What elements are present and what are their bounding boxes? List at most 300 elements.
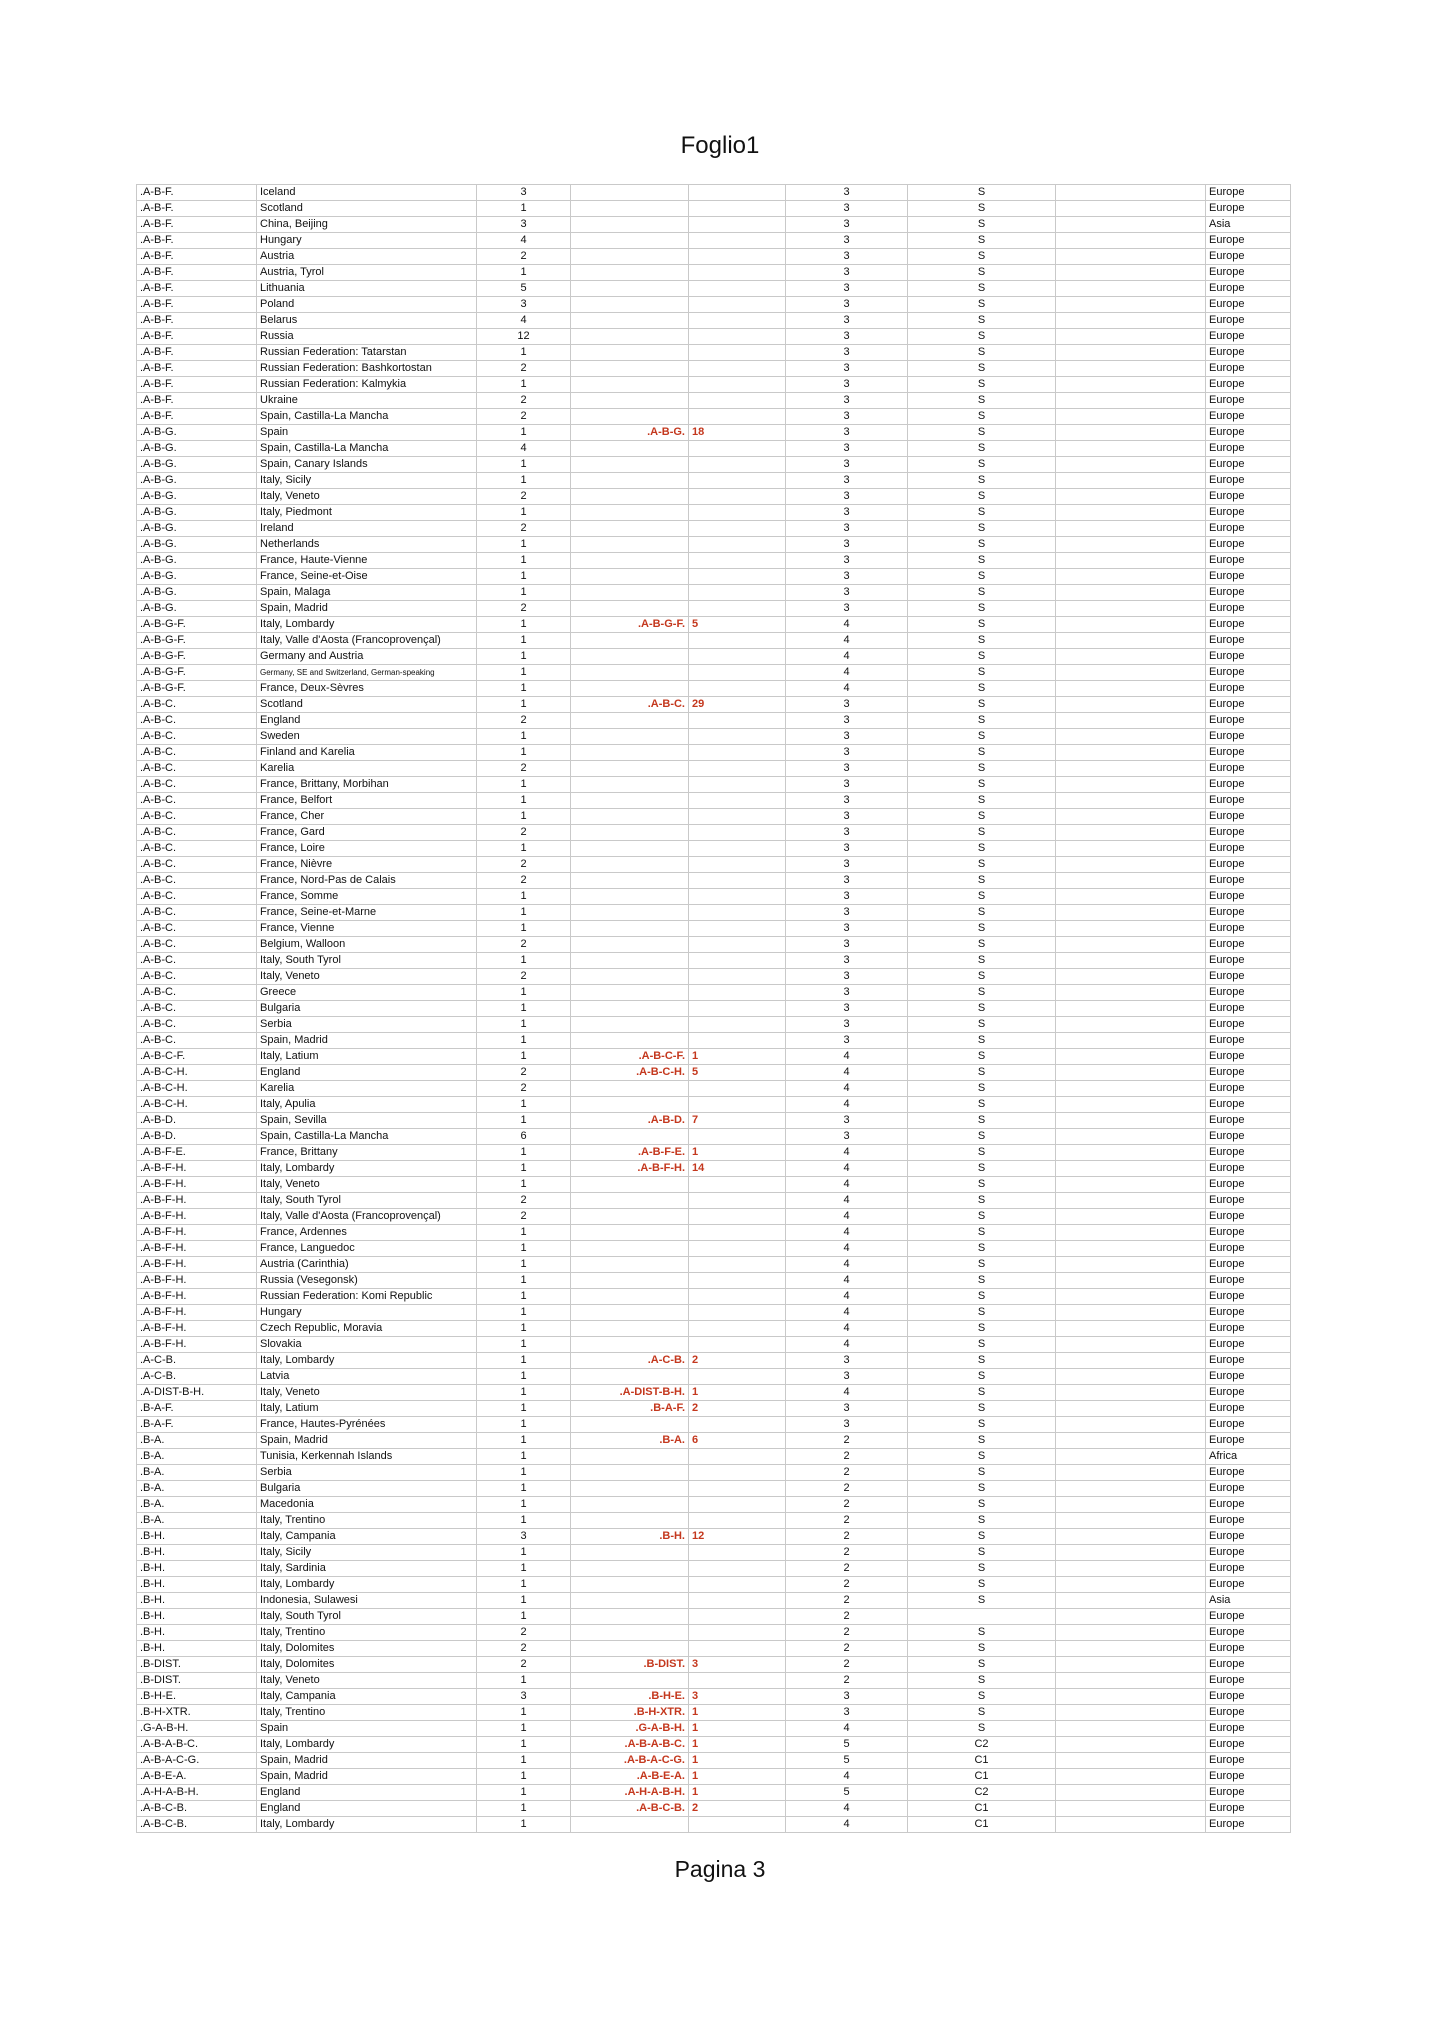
region-cell[interactable]: Europe (1206, 201, 1291, 217)
group-total-cell[interactable] (689, 1369, 786, 1385)
count-cell[interactable]: 1 (477, 1257, 571, 1273)
region-cell[interactable]: Asia (1206, 217, 1291, 233)
group-total-cell[interactable] (689, 201, 786, 217)
group-label-cell[interactable] (571, 729, 689, 745)
count-cell[interactable]: 1 (477, 1369, 571, 1385)
class-cell[interactable]: S (908, 1657, 1056, 1673)
code-cell[interactable]: .B-A-F. (137, 1401, 257, 1417)
region-cell[interactable]: Europe (1206, 585, 1291, 601)
code-cell[interactable]: .G-A-B-H. (137, 1721, 257, 1737)
class-cell[interactable]: S (908, 345, 1056, 361)
count-cell[interactable]: 1 (477, 777, 571, 793)
empty-cell[interactable] (1056, 1369, 1206, 1385)
place-cell[interactable]: France, Deux-Sèvres (257, 681, 477, 697)
code-cell[interactable]: .A-B-A-B-C. (137, 1737, 257, 1753)
region-cell[interactable]: Europe (1206, 377, 1291, 393)
group-label-cell[interactable] (571, 713, 689, 729)
class-cell[interactable]: S (908, 713, 1056, 729)
code-cell[interactable]: .A-B-F. (137, 185, 257, 201)
class-cell[interactable]: S (908, 633, 1056, 649)
group-label-cell[interactable] (571, 681, 689, 697)
place-cell[interactable]: Russian Federation: Bashkortostan (257, 361, 477, 377)
group-label-cell[interactable]: .A-B-E-A. (571, 1769, 689, 1785)
class-cell[interactable]: S (908, 809, 1056, 825)
group-total-cell[interactable] (689, 1593, 786, 1609)
empty-cell[interactable] (1056, 729, 1206, 745)
group-total-cell[interactable]: 6 (689, 1433, 786, 1449)
group-label-cell[interactable] (571, 1577, 689, 1593)
code-cell[interactable]: .A-B-G. (137, 521, 257, 537)
group-total-cell[interactable]: 18 (689, 425, 786, 441)
level-cell[interactable]: 3 (786, 233, 908, 249)
group-label-cell[interactable] (571, 1593, 689, 1609)
level-cell[interactable]: 2 (786, 1609, 908, 1625)
code-cell[interactable]: .B-A-F. (137, 1417, 257, 1433)
empty-cell[interactable] (1056, 537, 1206, 553)
class-cell[interactable]: S (908, 329, 1056, 345)
group-total-cell[interactable] (689, 1273, 786, 1289)
place-cell[interactable]: Spain, Madrid (257, 1033, 477, 1049)
group-total-cell[interactable] (689, 681, 786, 697)
group-total-cell[interactable] (689, 857, 786, 873)
group-label-cell[interactable] (571, 1673, 689, 1689)
count-cell[interactable]: 1 (477, 1545, 571, 1561)
level-cell[interactable]: 3 (786, 329, 908, 345)
place-cell[interactable]: Italy, Lombardy (257, 1353, 477, 1369)
code-cell[interactable]: .A-B-F-H. (137, 1225, 257, 1241)
region-cell[interactable]: Europe (1206, 1817, 1291, 1833)
region-cell[interactable]: Europe (1206, 233, 1291, 249)
group-total-cell[interactable]: 1 (689, 1721, 786, 1737)
group-label-cell[interactable] (571, 889, 689, 905)
level-cell[interactable]: 3 (786, 521, 908, 537)
code-cell[interactable]: .A-DIST-B-H. (137, 1385, 257, 1401)
code-cell[interactable]: .B-H. (137, 1641, 257, 1657)
group-total-cell[interactable] (689, 825, 786, 841)
place-cell[interactable]: Spain, Madrid (257, 601, 477, 617)
class-cell[interactable]: S (908, 393, 1056, 409)
group-label-cell[interactable]: .A-DIST-B-H. (571, 1385, 689, 1401)
region-cell[interactable]: Europe (1206, 1305, 1291, 1321)
class-cell[interactable]: S (908, 745, 1056, 761)
group-label-cell[interactable] (571, 521, 689, 537)
class-cell[interactable]: S (908, 1337, 1056, 1353)
group-label-cell[interactable] (571, 1225, 689, 1241)
empty-cell[interactable] (1056, 745, 1206, 761)
class-cell[interactable]: S (908, 1193, 1056, 1209)
region-cell[interactable]: Europe (1206, 873, 1291, 889)
group-total-cell[interactable]: 1 (689, 1769, 786, 1785)
group-total-cell[interactable] (689, 281, 786, 297)
count-cell[interactable]: 1 (477, 745, 571, 761)
class-cell[interactable]: S (908, 1673, 1056, 1689)
level-cell[interactable]: 3 (786, 281, 908, 297)
code-cell[interactable]: .A-B-G-F. (137, 633, 257, 649)
level-cell[interactable]: 4 (786, 681, 908, 697)
empty-cell[interactable] (1056, 1017, 1206, 1033)
place-cell[interactable]: Spain, Canary Islands (257, 457, 477, 473)
code-cell[interactable]: .A-B-F-H. (137, 1193, 257, 1209)
group-label-cell[interactable] (571, 873, 689, 889)
level-cell[interactable]: 3 (786, 809, 908, 825)
count-cell[interactable]: 5 (477, 281, 571, 297)
group-label-cell[interactable] (571, 809, 689, 825)
region-cell[interactable]: Europe (1206, 1225, 1291, 1241)
level-cell[interactable]: 3 (786, 249, 908, 265)
region-cell[interactable]: Europe (1206, 969, 1291, 985)
region-cell[interactable]: Europe (1206, 825, 1291, 841)
count-cell[interactable]: 1 (477, 905, 571, 921)
class-cell[interactable]: S (908, 665, 1056, 681)
level-cell[interactable]: 3 (786, 201, 908, 217)
group-total-cell[interactable]: 29 (689, 697, 786, 713)
group-label-cell[interactable] (571, 1017, 689, 1033)
count-cell[interactable]: 1 (477, 1737, 571, 1753)
class-cell[interactable]: C1 (908, 1817, 1056, 1833)
count-cell[interactable]: 1 (477, 1801, 571, 1817)
group-label-cell[interactable] (571, 1209, 689, 1225)
level-cell[interactable]: 2 (786, 1641, 908, 1657)
class-cell[interactable]: S (908, 841, 1056, 857)
code-cell[interactable]: .A-B-C. (137, 713, 257, 729)
level-cell[interactable]: 4 (786, 1769, 908, 1785)
place-cell[interactable]: Russia (Vesegonsk) (257, 1273, 477, 1289)
level-cell[interactable]: 4 (786, 1065, 908, 1081)
group-total-cell[interactable] (689, 633, 786, 649)
level-cell[interactable]: 4 (786, 1305, 908, 1321)
group-total-cell[interactable] (689, 985, 786, 1001)
place-cell[interactable]: Belarus (257, 313, 477, 329)
level-cell[interactable]: 5 (786, 1753, 908, 1769)
empty-cell[interactable] (1056, 1049, 1206, 1065)
count-cell[interactable]: 1 (477, 201, 571, 217)
region-cell[interactable]: Europe (1206, 1801, 1291, 1817)
code-cell[interactable]: .A-B-C. (137, 1001, 257, 1017)
empty-cell[interactable] (1056, 1209, 1206, 1225)
class-cell[interactable]: S (908, 233, 1056, 249)
group-label-cell[interactable] (571, 649, 689, 665)
class-cell[interactable]: S (908, 681, 1056, 697)
code-cell[interactable]: .B-A. (137, 1433, 257, 1449)
level-cell[interactable]: 2 (786, 1545, 908, 1561)
place-cell[interactable]: Italy, Valle d'Aosta (Francoprovençal) (257, 633, 477, 649)
group-total-cell[interactable] (689, 393, 786, 409)
empty-cell[interactable] (1056, 1113, 1206, 1129)
group-label-cell[interactable]: .B-H. (571, 1529, 689, 1545)
code-cell[interactable]: .A-B-C. (137, 905, 257, 921)
code-cell[interactable]: .A-B-G. (137, 425, 257, 441)
level-cell[interactable]: 3 (786, 537, 908, 553)
group-total-cell[interactable] (689, 521, 786, 537)
code-cell[interactable]: .A-B-C-F. (137, 1049, 257, 1065)
region-cell[interactable]: Europe (1206, 265, 1291, 281)
code-cell[interactable]: .A-B-C. (137, 953, 257, 969)
count-cell[interactable]: 1 (477, 729, 571, 745)
region-cell[interactable]: Europe (1206, 1481, 1291, 1497)
code-cell[interactable]: .A-B-G. (137, 569, 257, 585)
group-total-cell[interactable] (689, 441, 786, 457)
count-cell[interactable]: 1 (477, 1673, 571, 1689)
count-cell[interactable]: 1 (477, 1305, 571, 1321)
group-total-cell[interactable]: 2 (689, 1353, 786, 1369)
group-total-cell[interactable] (689, 361, 786, 377)
group-label-cell[interactable] (571, 601, 689, 617)
region-cell[interactable]: Europe (1206, 617, 1291, 633)
group-label-cell[interactable] (571, 1001, 689, 1017)
region-cell[interactable]: Europe (1206, 1113, 1291, 1129)
place-cell[interactable]: Italy, Latium (257, 1401, 477, 1417)
level-cell[interactable]: 3 (786, 921, 908, 937)
place-cell[interactable]: Austria (Carinthia) (257, 1257, 477, 1273)
group-total-cell[interactable] (689, 1257, 786, 1273)
place-cell[interactable]: France, Seine-et-Marne (257, 905, 477, 921)
level-cell[interactable]: 2 (786, 1673, 908, 1689)
place-cell[interactable]: Italy, Sardinia (257, 1561, 477, 1577)
code-cell[interactable]: .A-B-D. (137, 1113, 257, 1129)
group-total-cell[interactable] (689, 1577, 786, 1593)
class-cell[interactable]: S (908, 537, 1056, 553)
code-cell[interactable]: .A-B-F. (137, 233, 257, 249)
count-cell[interactable]: 2 (477, 1641, 571, 1657)
group-total-cell[interactable] (689, 1449, 786, 1465)
group-label-cell[interactable] (571, 201, 689, 217)
empty-cell[interactable] (1056, 1481, 1206, 1497)
class-cell[interactable]: S (908, 1225, 1056, 1241)
empty-cell[interactable] (1056, 505, 1206, 521)
code-cell[interactable]: .B-A. (137, 1513, 257, 1529)
region-cell[interactable]: Europe (1206, 249, 1291, 265)
class-cell[interactable]: S (908, 441, 1056, 457)
level-cell[interactable]: 3 (786, 553, 908, 569)
group-total-cell[interactable] (689, 313, 786, 329)
count-cell[interactable]: 1 (477, 1097, 571, 1113)
group-total-cell[interactable] (689, 249, 786, 265)
code-cell[interactable]: .B-A. (137, 1497, 257, 1513)
level-cell[interactable]: 4 (786, 1209, 908, 1225)
place-cell[interactable]: Italy, Lombardy (257, 617, 477, 633)
place-cell[interactable]: Karelia (257, 1081, 477, 1097)
group-total-cell[interactable] (689, 1321, 786, 1337)
class-cell[interactable]: S (908, 265, 1056, 281)
place-cell[interactable]: Italy, Sicily (257, 1545, 477, 1561)
count-cell[interactable]: 1 (477, 1433, 571, 1449)
class-cell[interactable]: S (908, 281, 1056, 297)
empty-cell[interactable] (1056, 1689, 1206, 1705)
code-cell[interactable]: .B-A. (137, 1481, 257, 1497)
count-cell[interactable]: 4 (477, 313, 571, 329)
count-cell[interactable]: 2 (477, 1657, 571, 1673)
count-cell[interactable]: 1 (477, 425, 571, 441)
region-cell[interactable]: Europe (1206, 1321, 1291, 1337)
empty-cell[interactable] (1056, 281, 1206, 297)
place-cell[interactable]: Spain, Castilla-La Mancha (257, 441, 477, 457)
place-cell[interactable]: Macedonia (257, 1497, 477, 1513)
group-total-cell[interactable] (689, 793, 786, 809)
code-cell[interactable]: .A-B-F-H. (137, 1273, 257, 1289)
empty-cell[interactable] (1056, 409, 1206, 425)
code-cell[interactable]: .B-H. (137, 1593, 257, 1609)
place-cell[interactable]: Spain, Madrid (257, 1433, 477, 1449)
code-cell[interactable]: .B-A. (137, 1465, 257, 1481)
group-label-cell[interactable] (571, 1641, 689, 1657)
count-cell[interactable]: 1 (477, 1161, 571, 1177)
place-cell[interactable]: Indonesia, Sulawesi (257, 1593, 477, 1609)
group-label-cell[interactable] (571, 1609, 689, 1625)
group-label-cell[interactable] (571, 377, 689, 393)
code-cell[interactable]: .A-B-F. (137, 313, 257, 329)
empty-cell[interactable] (1056, 393, 1206, 409)
code-cell[interactable]: .A-B-F-H. (137, 1305, 257, 1321)
class-cell[interactable]: S (908, 1369, 1056, 1385)
level-cell[interactable]: 3 (786, 297, 908, 313)
count-cell[interactable]: 1 (477, 1449, 571, 1465)
count-cell[interactable]: 1 (477, 793, 571, 809)
group-total-cell[interactable] (689, 1193, 786, 1209)
level-cell[interactable]: 4 (786, 1241, 908, 1257)
group-label-cell[interactable] (571, 1337, 689, 1353)
class-cell[interactable]: S (908, 361, 1056, 377)
group-label-cell[interactable] (571, 1081, 689, 1097)
class-cell[interactable]: S (908, 1721, 1056, 1737)
group-label-cell[interactable] (571, 457, 689, 473)
empty-cell[interactable] (1056, 1721, 1206, 1737)
code-cell[interactable]: .A-B-C. (137, 921, 257, 937)
count-cell[interactable]: 4 (477, 441, 571, 457)
code-cell[interactable]: .A-B-C. (137, 809, 257, 825)
count-cell[interactable]: 1 (477, 809, 571, 825)
place-cell[interactable]: Austria, Tyrol (257, 265, 477, 281)
place-cell[interactable]: China, Beijing (257, 217, 477, 233)
code-cell[interactable]: .A-B-C. (137, 937, 257, 953)
empty-cell[interactable] (1056, 1497, 1206, 1513)
empty-cell[interactable] (1056, 777, 1206, 793)
group-total-cell[interactable] (689, 1673, 786, 1689)
class-cell[interactable]: S (908, 1465, 1056, 1481)
count-cell[interactable]: 6 (477, 1129, 571, 1145)
group-label-cell[interactable] (571, 265, 689, 281)
class-cell[interactable]: S (908, 777, 1056, 793)
class-cell[interactable]: S (908, 1129, 1056, 1145)
group-total-cell[interactable] (689, 1177, 786, 1193)
group-total-cell[interactable] (689, 1129, 786, 1145)
code-cell[interactable]: .A-B-F-H. (137, 1241, 257, 1257)
group-label-cell[interactable] (571, 921, 689, 937)
class-cell[interactable]: S (908, 553, 1056, 569)
count-cell[interactable]: 1 (477, 1609, 571, 1625)
group-total-cell[interactable]: 1 (689, 1785, 786, 1801)
class-cell[interactable]: S (908, 1449, 1056, 1465)
level-cell[interactable]: 3 (786, 1353, 908, 1369)
empty-cell[interactable] (1056, 1513, 1206, 1529)
code-cell[interactable]: .B-DIST. (137, 1673, 257, 1689)
place-cell[interactable]: Italy, Lombardy (257, 1737, 477, 1753)
place-cell[interactable]: Italy, Campania (257, 1689, 477, 1705)
empty-cell[interactable] (1056, 1257, 1206, 1273)
level-cell[interactable]: 2 (786, 1657, 908, 1673)
code-cell[interactable]: .A-B-F-E. (137, 1145, 257, 1161)
level-cell[interactable]: 2 (786, 1513, 908, 1529)
class-cell[interactable]: S (908, 937, 1056, 953)
empty-cell[interactable] (1056, 569, 1206, 585)
count-cell[interactable]: 1 (477, 1481, 571, 1497)
level-cell[interactable]: 3 (786, 905, 908, 921)
group-label-cell[interactable] (571, 1561, 689, 1577)
group-label-cell[interactable] (571, 1289, 689, 1305)
count-cell[interactable]: 1 (477, 1561, 571, 1577)
count-cell[interactable]: 1 (477, 1577, 571, 1593)
code-cell[interactable]: .A-B-C. (137, 1017, 257, 1033)
empty-cell[interactable] (1056, 889, 1206, 905)
level-cell[interactable]: 3 (786, 489, 908, 505)
empty-cell[interactable] (1056, 313, 1206, 329)
place-cell[interactable]: Hungary (257, 1305, 477, 1321)
group-label-cell[interactable]: .A-B-A-B-C. (571, 1737, 689, 1753)
class-cell[interactable]: S (908, 457, 1056, 473)
count-cell[interactable]: 3 (477, 1529, 571, 1545)
code-cell[interactable]: .A-B-F-H. (137, 1257, 257, 1273)
level-cell[interactable]: 4 (786, 633, 908, 649)
group-total-cell[interactable] (689, 537, 786, 553)
region-cell[interactable]: Europe (1206, 1385, 1291, 1401)
level-cell[interactable]: 2 (786, 1561, 908, 1577)
level-cell[interactable]: 4 (786, 1273, 908, 1289)
code-cell[interactable]: .A-B-F. (137, 297, 257, 313)
count-cell[interactable]: 1 (477, 1001, 571, 1017)
empty-cell[interactable] (1056, 441, 1206, 457)
level-cell[interactable]: 3 (786, 1369, 908, 1385)
empty-cell[interactable] (1056, 345, 1206, 361)
group-total-cell[interactable] (689, 921, 786, 937)
count-cell[interactable]: 2 (477, 969, 571, 985)
region-cell[interactable]: Europe (1206, 1513, 1291, 1529)
count-cell[interactable]: 1 (477, 649, 571, 665)
empty-cell[interactable] (1056, 1193, 1206, 1209)
count-cell[interactable]: 1 (477, 1289, 571, 1305)
code-cell[interactable]: .A-C-B. (137, 1353, 257, 1369)
group-total-cell[interactable] (689, 377, 786, 393)
group-label-cell[interactable]: .B-DIST. (571, 1657, 689, 1673)
count-cell[interactable]: 1 (477, 265, 571, 281)
code-cell[interactable]: .A-B-G. (137, 585, 257, 601)
count-cell[interactable]: 1 (477, 1273, 571, 1289)
code-cell[interactable]: .A-B-C. (137, 873, 257, 889)
level-cell[interactable]: 3 (786, 1033, 908, 1049)
class-cell[interactable]: S (908, 1689, 1056, 1705)
group-total-cell[interactable]: 7 (689, 1113, 786, 1129)
group-label-cell[interactable] (571, 585, 689, 601)
empty-cell[interactable] (1056, 1241, 1206, 1257)
region-cell[interactable]: Europe (1206, 297, 1291, 313)
region-cell[interactable]: Europe (1206, 345, 1291, 361)
class-cell[interactable]: S (908, 249, 1056, 265)
place-cell[interactable]: France, Nièvre (257, 857, 477, 873)
level-cell[interactable]: 2 (786, 1481, 908, 1497)
group-label-cell[interactable] (571, 1177, 689, 1193)
count-cell[interactable]: 1 (477, 1417, 571, 1433)
region-cell[interactable]: Europe (1206, 1577, 1291, 1593)
group-total-cell[interactable] (689, 873, 786, 889)
code-cell[interactable]: .A-B-F. (137, 345, 257, 361)
place-cell[interactable]: Italy, South Tyrol (257, 953, 477, 969)
place-cell[interactable]: Russian Federation: Kalmykia (257, 377, 477, 393)
group-total-cell[interactable]: 1 (689, 1705, 786, 1721)
class-cell[interactable]: S (908, 1161, 1056, 1177)
level-cell[interactable]: 4 (786, 1817, 908, 1833)
region-cell[interactable]: Europe (1206, 649, 1291, 665)
class-cell[interactable]: S (908, 617, 1056, 633)
group-total-cell[interactable] (689, 185, 786, 201)
group-label-cell[interactable] (571, 233, 689, 249)
